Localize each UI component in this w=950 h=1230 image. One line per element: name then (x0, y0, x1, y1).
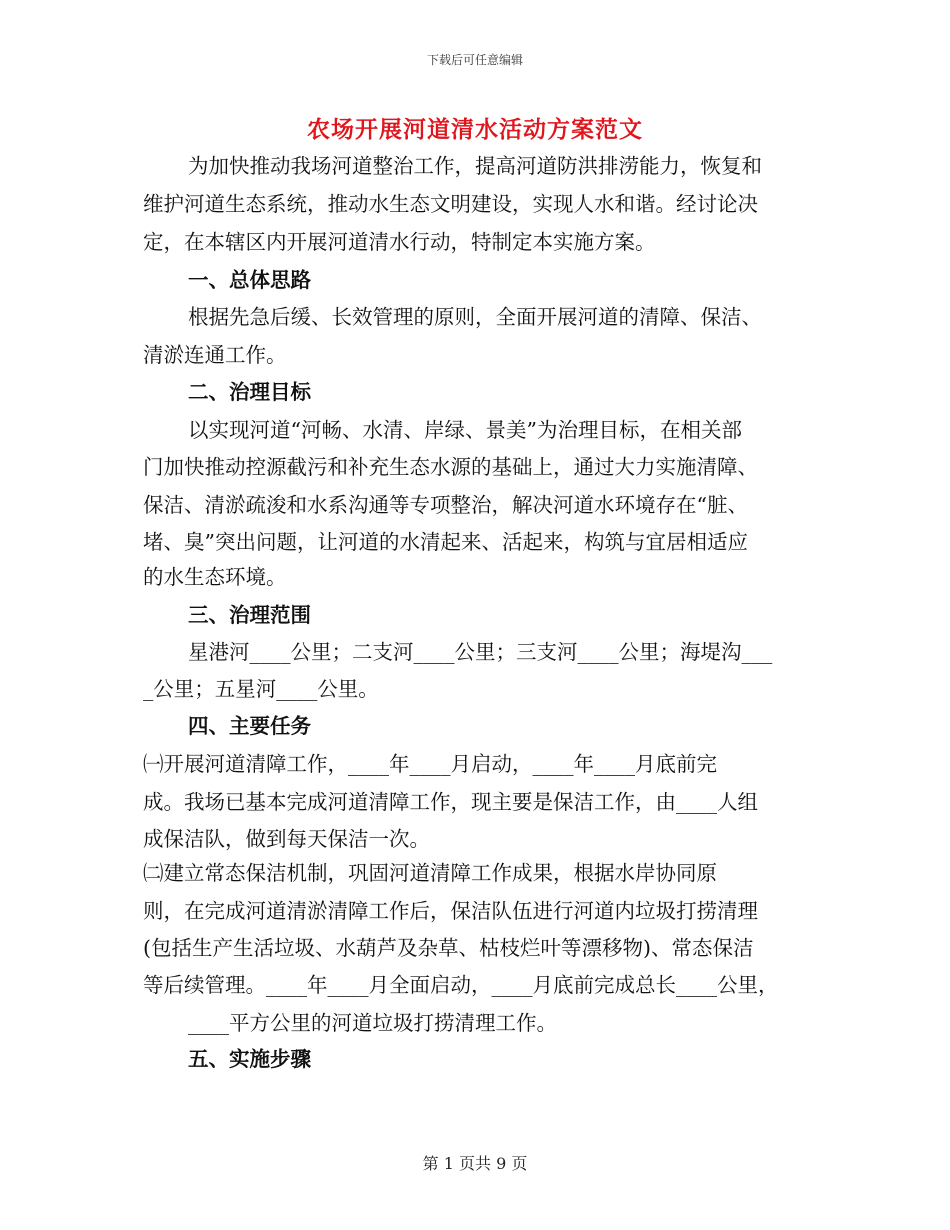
paragraph-line: (包括生产生活垃圾、水葫芦及杂草、枯枝烂叶等漂移物)、常态保洁 (143, 936, 754, 960)
paragraph-line: ㈠开展河道清障工作，____年____月启动，____年____月底前完 (143, 752, 717, 776)
paragraph-line: ㈡建立常态保洁机制，巩固河道清障工作成果，根据水岸协同原 (143, 861, 717, 885)
paragraph-line: 根据先急后缓、长效管理的原则，全面开展河道的清障、保洁、 (188, 305, 762, 329)
paragraph-line: 定，在本辖区内开展河道清水行动，特制定本实施方案。 (143, 230, 656, 254)
paragraph-line: _公里；五星河____公里。 (143, 677, 379, 701)
paragraph-line: 为加快推动我场河道整治工作，提高河道防洪排涝能力，恢复和 (188, 154, 762, 178)
section-heading: 三、治理范围 (188, 603, 311, 627)
paragraph-line: 清淤连通工作。 (143, 343, 287, 367)
paragraph-line: 则，在完成河道清淤清障工作后，保洁队伍进行河道内垃圾打捞清理 (143, 899, 758, 923)
paragraph-line: 成保洁队，做到每天保洁一次。 (143, 827, 430, 851)
paragraph-line: 维护河道生态系统，推动水生态文明建设，实现人水和谐。经讨论决 (143, 192, 758, 216)
section-heading: 一、总体思路 (188, 268, 311, 292)
section-heading: 四、主要任务 (188, 714, 311, 738)
paragraph-line: 以实现河道“河畅、水清、岸绿、景美”为治理目标，在相关部 (188, 418, 742, 442)
paragraph-line: 星港河____公里；二支河____公里；三支河____公里；海堤沟___ (188, 640, 773, 664)
paragraph-line: 成。我场已基本完成河道清障工作，现主要是保洁工作，由____人组 (143, 790, 758, 814)
document-title: 农场开展河道清水活动方案范文 (307, 116, 643, 143)
paragraph-line: 的水生态环境。 (143, 565, 287, 589)
section-heading: 二、治理目标 (188, 380, 311, 404)
page-header: 下载后可任意编辑 (426, 53, 523, 67)
paragraph-line: 等后续管理。____年____月全面启动，____月底前完成总长____公里， (143, 973, 779, 997)
page-footer: 第 1 页共 9 页 (422, 1154, 528, 1173)
paragraph-line: ____平方公里的河道垃圾打捞清理工作。 (188, 1011, 557, 1035)
paragraph-line: 堵、臭”突出问题，让河道的水清起来、活起来，构筑与宜居相适应 (143, 530, 748, 554)
paragraph-line: 保洁、清淤疏浚和水系沟通等专项整治，解决河道水环境存在“脏、 (143, 493, 748, 517)
paragraph-line: 门加快推动控源截污和补充生态水源的基础上，通过大力实施清障、 (143, 455, 758, 479)
section-heading: 五、实施步骤 (188, 1047, 311, 1071)
